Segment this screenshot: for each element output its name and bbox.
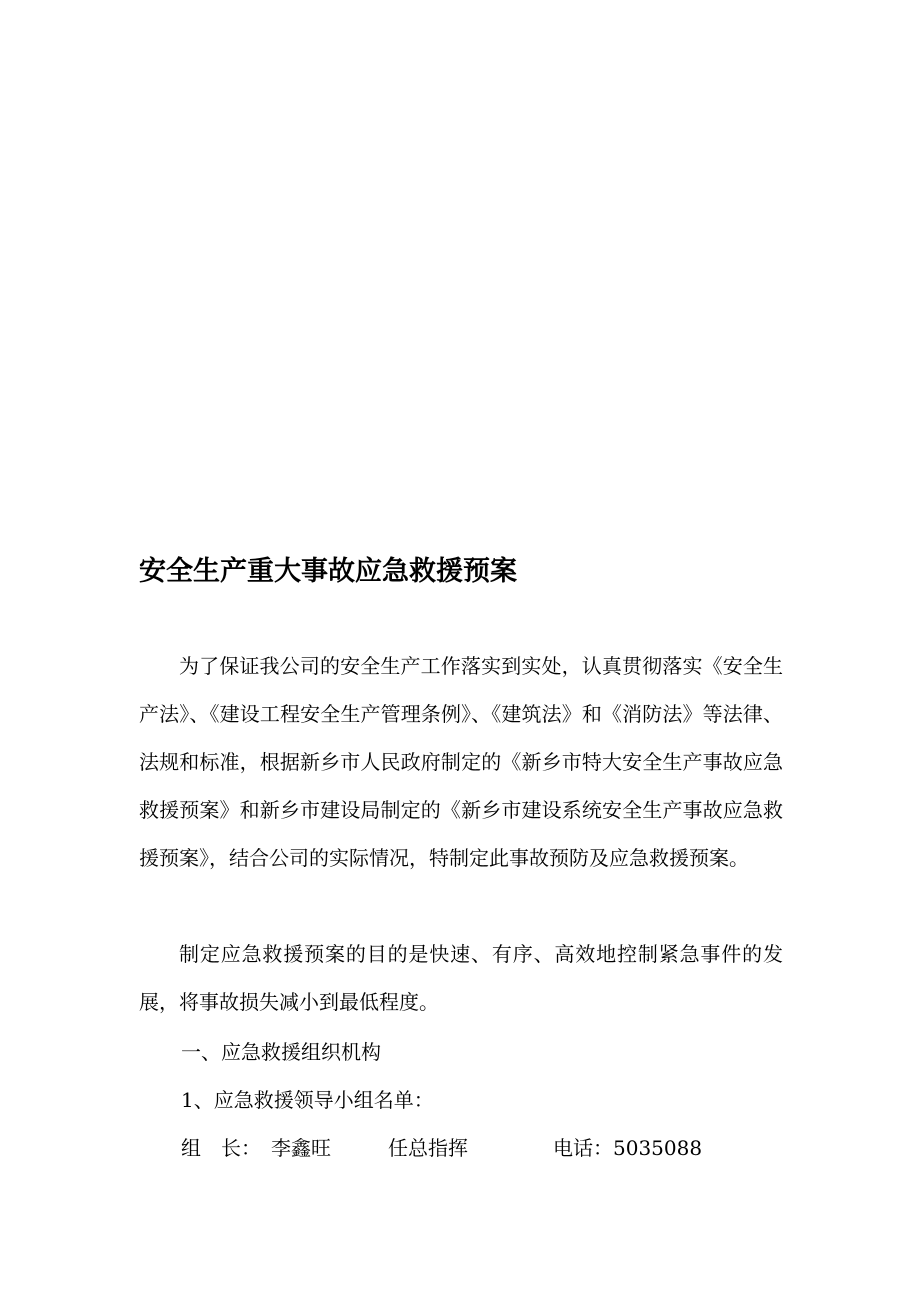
section-heading: 一、应急救援组织机构 (181, 1040, 381, 1064)
leader-info-row (181, 1128, 781, 1168)
leader-role: 任总指挥 (388, 1136, 468, 1160)
leader-phone: 电话：5035088 (553, 1136, 703, 1160)
document-title: 安全生产重大事故应急救援预案 (139, 556, 517, 587)
leader-name: 李鑫旺 (271, 1136, 331, 1160)
paragraph-goal: 制定应急救援预案的目的是快速、有序、高效地控制紧急事件的发展，将事故损失减小到最低程度。 (139, 942, 783, 1014)
leader-label: 组 长： (181, 1136, 261, 1160)
subsection-heading: 1、应急救援领导小组名单： (181, 1088, 434, 1112)
paragraph-purpose: 为了保证我公司的安全生产工作落实到实处，认真贯彻落实《安全生产法》、《建设工程安全生产管理条例》、《建筑法》和《消防法》等法律、法规和标准，根据新乡市人民政府制定的《新乡市特大安全生产事故应急救援预案》和新乡市建设局制定的《新乡市建设系统安全生产事故应急救援预案》，结合公司的实际情况，特制定此事故预防及应急救援预案。 (139, 654, 783, 870)
